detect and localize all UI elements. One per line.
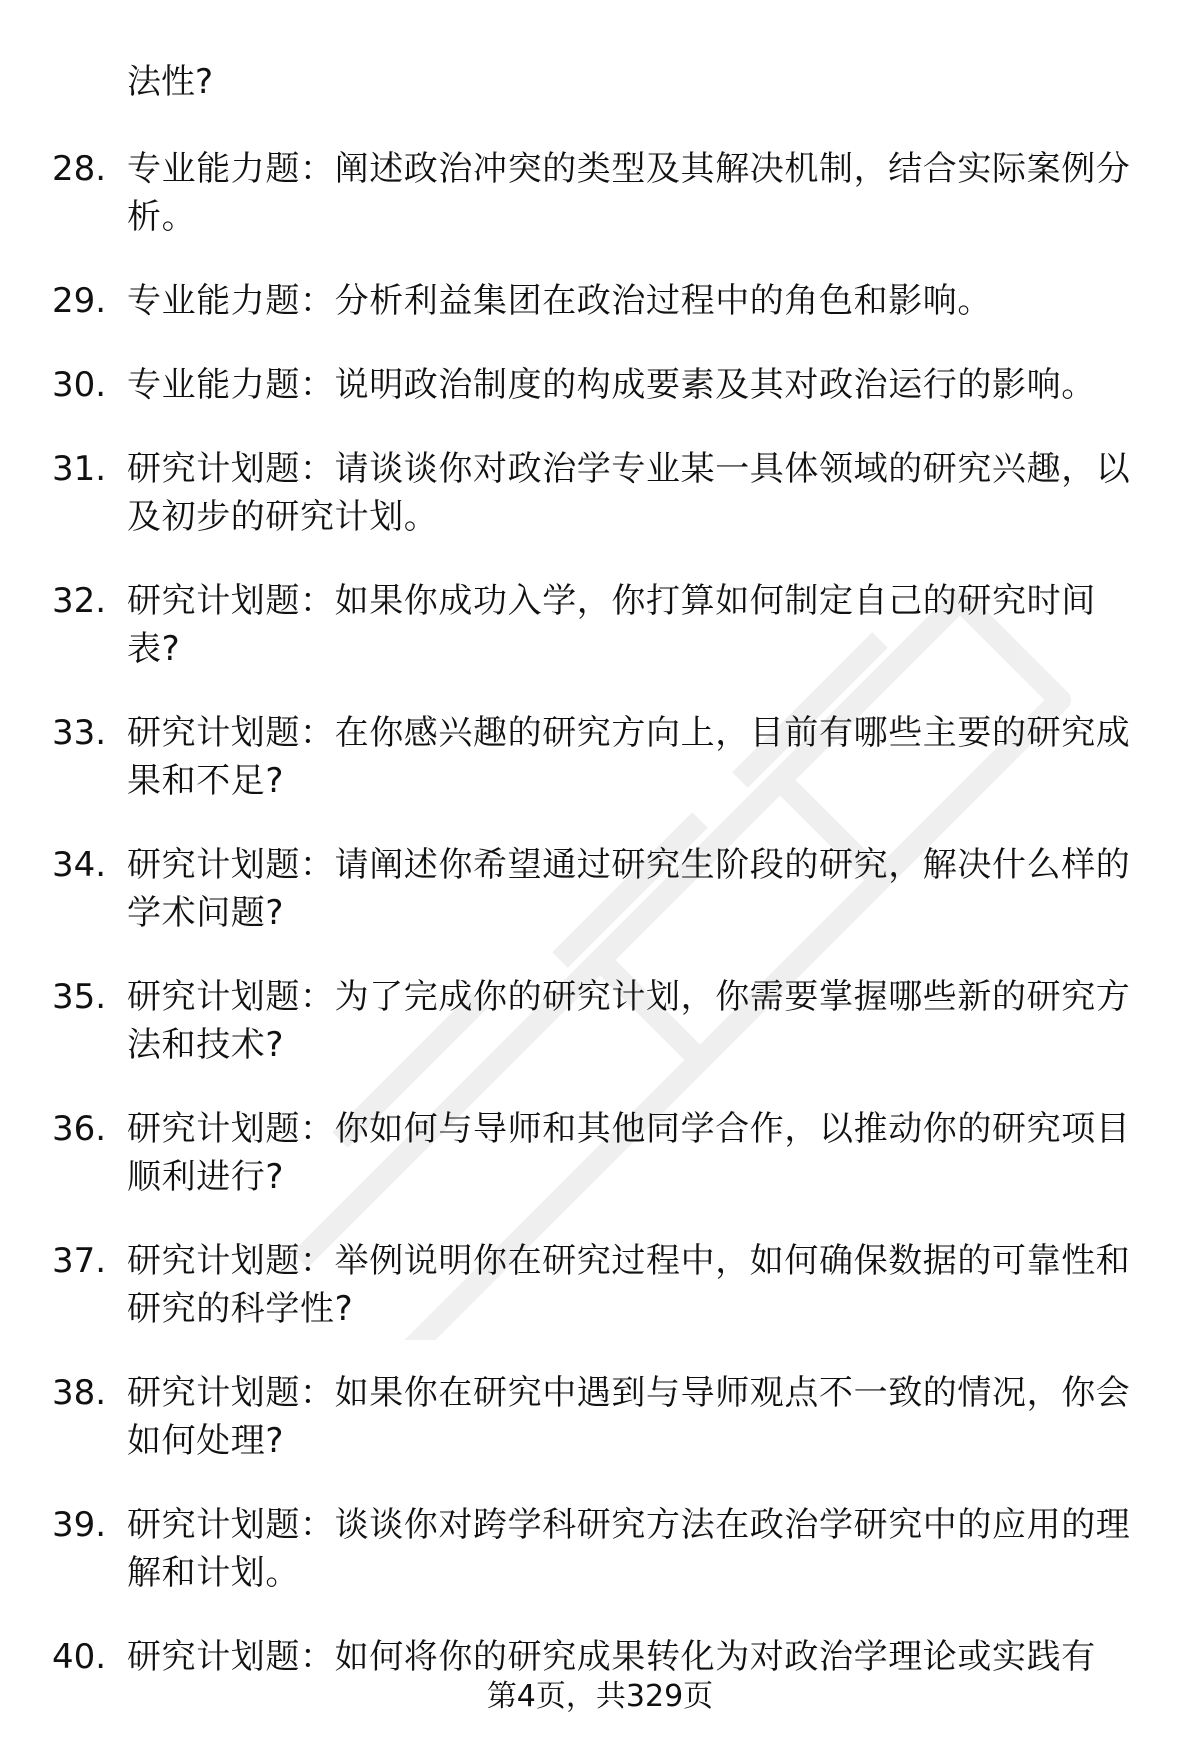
question-number: 32. <box>52 581 107 621</box>
list-item <box>0 277 1200 325</box>
question-text: 专业能力题：说明政治制度的构成要素及其对政治运行的影响。 <box>127 365 1096 405</box>
list-item <box>0 145 1200 241</box>
question-number: 28. <box>52 149 107 189</box>
question-text: 研究计划题：请阐述你希望通过研究生阶段的研究，解决什么样的学术问题? <box>127 845 1131 933</box>
question-number: 33. <box>52 713 107 753</box>
question-number: 29. <box>52 281 107 321</box>
list-item <box>0 1105 1200 1201</box>
page-footer: 第4页，共329页 <box>486 1679 714 1714</box>
question-number: 31. <box>52 449 107 489</box>
question-number: 40. <box>52 1637 107 1677</box>
list-item <box>0 973 1200 1069</box>
question-list <box>0 145 1200 1717</box>
list-item <box>0 1237 1200 1333</box>
question-number: 36. <box>52 1109 107 1149</box>
list-item <box>0 841 1200 937</box>
question-text: 研究计划题：你如何与导师和其他同学合作，以推动你的研究项目顺利进行? <box>127 1109 1131 1197</box>
list-item <box>0 361 1200 409</box>
question-number: 34. <box>52 845 107 885</box>
list-item <box>0 1369 1200 1465</box>
question-text: 研究计划题：如何将你的研究成果转化为对政治学理论或实践有 <box>127 1637 1096 1677</box>
question-number: 39. <box>52 1505 107 1545</box>
list-item <box>0 1501 1200 1597</box>
question-text: 研究计划题：举例说明你在研究过程中，如何确保数据的可靠性和研究的科学性? <box>127 1241 1131 1329</box>
question-number: 35. <box>52 977 107 1017</box>
continuation-text: 法性? <box>127 62 214 102</box>
question-number: 30. <box>52 365 107 405</box>
question-text: 研究计划题：请谈谈你对政治学专业某一具体领域的研究兴趣，以及初步的研究计划。 <box>127 449 1131 537</box>
question-number: 37. <box>52 1241 107 1281</box>
list-item <box>0 445 1200 541</box>
question-text: 研究计划题：如果你在研究中遇到与导师观点不一致的情况，你会如何处理? <box>127 1373 1131 1461</box>
question-text: 研究计划题：如果你成功入学，你打算如何制定自己的研究时间表? <box>127 581 1096 669</box>
question-text: 研究计划题：谈谈你对跨学科研究方法在政治学研究中的应用的理解和计划。 <box>127 1505 1131 1593</box>
question-text: 专业能力题：阐述政治冲突的类型及其解决机制，结合实际案例分析。 <box>127 149 1131 237</box>
list-item <box>0 577 1200 673</box>
list-item <box>0 709 1200 805</box>
list-item <box>0 1633 1200 1681</box>
question-number: 38. <box>52 1373 107 1413</box>
question-text: 专业能力题：分析利益集团在政治过程中的角色和影响。 <box>127 281 992 321</box>
question-text: 研究计划题：为了完成你的研究计划，你需要掌握哪些新的研究方法和技术? <box>127 977 1131 1065</box>
question-text: 研究计划题：在你感兴趣的研究方向上，目前有哪些主要的研究成果和不足? <box>127 713 1131 801</box>
